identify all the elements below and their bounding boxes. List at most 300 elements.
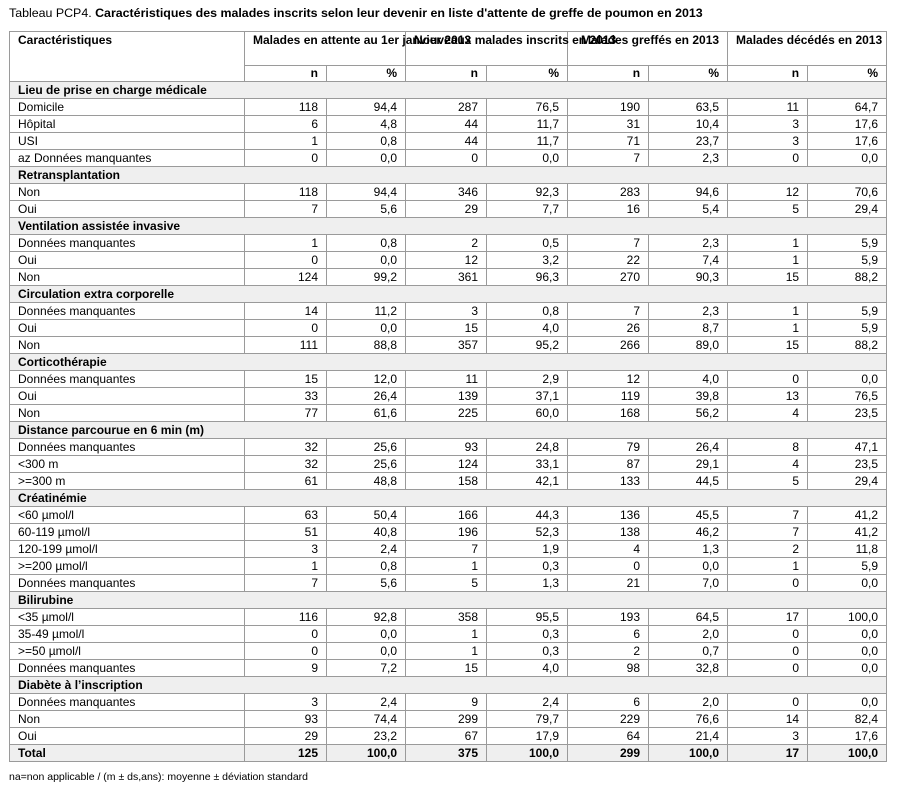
cell-n: 0 [728, 371, 808, 388]
cell-n: 21 [568, 575, 649, 592]
cell-n: 0 [245, 252, 327, 269]
row-label: Oui [10, 320, 245, 337]
cell-n: 0 [728, 150, 808, 167]
header-sub-n: n [568, 66, 649, 82]
table-row [10, 235, 887, 252]
cell-n: 190 [568, 99, 649, 116]
cell-n: 1 [245, 133, 327, 150]
cell-pct: 95,5 [487, 609, 568, 626]
cell-pct: 26,4 [649, 439, 728, 456]
cell-pct: 0,0 [327, 626, 406, 643]
cell-n: 0 [406, 150, 487, 167]
row-label: <60 µmol/l [10, 507, 245, 524]
section-title: Lieu de prise en charge médicale [10, 82, 887, 99]
cell-pct: 4,0 [487, 660, 568, 677]
cell-n: 9 [245, 660, 327, 677]
cell-n: 15 [728, 337, 808, 354]
cell-n: 0 [728, 694, 808, 711]
cell-n: 358 [406, 609, 487, 626]
cell-pct: 94,4 [327, 99, 406, 116]
section-title: Bilirubine [10, 592, 887, 609]
cell-n: 0 [568, 558, 649, 575]
row-label: Oui [10, 388, 245, 405]
cell-pct: 0,3 [487, 643, 568, 660]
table-row [10, 711, 887, 728]
cell-pct: 23,7 [649, 133, 728, 150]
cell-n: 7 [568, 303, 649, 320]
cell-pct: 0,0 [649, 558, 728, 575]
cell-pct: 2,4 [327, 694, 406, 711]
cell-pct: 2,3 [649, 303, 728, 320]
table-row [10, 694, 887, 711]
cell-n: 11 [728, 99, 808, 116]
cell-n: 32 [245, 456, 327, 473]
cell-n: 44 [406, 133, 487, 150]
row-label: Données manquantes [10, 694, 245, 711]
cell-n: 4 [728, 456, 808, 473]
cell-n: 138 [568, 524, 649, 541]
section-header-row [10, 286, 887, 303]
cell-pct: 92,8 [327, 609, 406, 626]
table-row [10, 303, 887, 320]
row-label: Oui [10, 252, 245, 269]
cell-n: 7 [245, 201, 327, 218]
cell-pct: 42,1 [487, 473, 568, 490]
cell-pct: 88,2 [808, 337, 887, 354]
cell-n: 225 [406, 405, 487, 422]
cell-n: 1 [728, 303, 808, 320]
section-title: Corticothérapie [10, 354, 887, 371]
cell-pct: 17,6 [808, 116, 887, 133]
header-group-deceased: Malades décédés en 2013 [728, 32, 887, 66]
cell-n: 0 [245, 643, 327, 660]
cell-n: 0 [245, 150, 327, 167]
section-header-row [10, 592, 887, 609]
cell-pct: 45,5 [649, 507, 728, 524]
cell-pct: 100,0 [808, 609, 887, 626]
cell-n: 6 [568, 626, 649, 643]
cell-n: 61 [245, 473, 327, 490]
caption-title: Caractéristiques des malades inscrits selon leur devenir en liste d'attente de greffe de poumon en 2013 [95, 6, 703, 20]
cell-n: 270 [568, 269, 649, 286]
header-sub-pct: % [327, 66, 406, 82]
total-n: 125 [245, 745, 327, 762]
cell-pct: 7,2 [327, 660, 406, 677]
row-label: Non [10, 711, 245, 728]
cell-pct: 82,4 [808, 711, 887, 728]
cell-pct: 5,6 [327, 201, 406, 218]
cell-n: 0 [728, 626, 808, 643]
cell-pct: 0,0 [327, 150, 406, 167]
cell-n: 229 [568, 711, 649, 728]
cell-pct: 11,8 [808, 541, 887, 558]
table-row [10, 541, 887, 558]
cell-n: 93 [245, 711, 327, 728]
cell-n: 7 [568, 235, 649, 252]
header-sub-pct: % [649, 66, 728, 82]
cell-pct: 47,1 [808, 439, 887, 456]
cell-n: 0 [728, 660, 808, 677]
header-group-transplanted: Malades greffés en 2013 [568, 32, 728, 66]
cell-pct: 2,0 [649, 694, 728, 711]
row-label: <35 µmol/l [10, 609, 245, 626]
table-row [10, 728, 887, 745]
table-row [10, 609, 887, 626]
cell-pct: 0,8 [327, 133, 406, 150]
cell-pct: 29,4 [808, 201, 887, 218]
cell-pct: 76,5 [808, 388, 887, 405]
cell-pct: 17,6 [808, 728, 887, 745]
row-label: >=50 µmol/l [10, 643, 245, 660]
cell-pct: 88,2 [808, 269, 887, 286]
cell-pct: 11,2 [327, 303, 406, 320]
table-row [10, 507, 887, 524]
cell-n: 33 [245, 388, 327, 405]
cell-pct: 2,4 [487, 694, 568, 711]
cell-n: 26 [568, 320, 649, 337]
header-group-new: Nouveaux malades inscrits en 2013 [406, 32, 568, 66]
total-n: 17 [728, 745, 808, 762]
table-row [10, 371, 887, 388]
cell-n: 12 [728, 184, 808, 201]
cell-n: 13 [728, 388, 808, 405]
cell-pct: 0,0 [327, 320, 406, 337]
cell-n: 1 [728, 320, 808, 337]
cell-n: 1 [728, 558, 808, 575]
row-label: Données manquantes [10, 439, 245, 456]
cell-pct: 79,7 [487, 711, 568, 728]
cell-n: 15 [406, 660, 487, 677]
cell-pct: 4,8 [327, 116, 406, 133]
section-title: Créatinémie [10, 490, 887, 507]
cell-pct: 0,3 [487, 626, 568, 643]
cell-n: 158 [406, 473, 487, 490]
table-row [10, 456, 887, 473]
cell-pct: 76,5 [487, 99, 568, 116]
row-label: Domicile [10, 99, 245, 116]
cell-n: 15 [406, 320, 487, 337]
cell-pct: 17,6 [808, 133, 887, 150]
cell-pct: 4,0 [487, 320, 568, 337]
cell-pct: 0,8 [487, 303, 568, 320]
table-row [10, 252, 887, 269]
cell-n: 7 [728, 507, 808, 524]
row-label: 60-119 µmol/l [10, 524, 245, 541]
header-sub-pct: % [808, 66, 887, 82]
cell-pct: 7,4 [649, 252, 728, 269]
cell-n: 77 [245, 405, 327, 422]
cell-n: 93 [406, 439, 487, 456]
table-row [10, 320, 887, 337]
section-title: Circulation extra corporelle [10, 286, 887, 303]
cell-pct: 41,2 [808, 507, 887, 524]
row-label: Données manquantes [10, 303, 245, 320]
cell-n: 8 [728, 439, 808, 456]
cell-n: 124 [406, 456, 487, 473]
header-group-waiting: Malades en attente au 1er janvier 2013 [245, 32, 406, 66]
cell-pct: 2,4 [327, 541, 406, 558]
table-row [10, 337, 887, 354]
cell-n: 7 [728, 524, 808, 541]
cell-pct: 2,3 [649, 150, 728, 167]
cell-pct: 5,6 [327, 575, 406, 592]
cell-n: 283 [568, 184, 649, 201]
header-sub-pct: % [487, 66, 568, 82]
cell-pct: 12,0 [327, 371, 406, 388]
cell-pct: 37,1 [487, 388, 568, 405]
cell-pct: 0,5 [487, 235, 568, 252]
cell-pct: 23,5 [808, 405, 887, 422]
cell-n: 14 [245, 303, 327, 320]
row-label: Non [10, 184, 245, 201]
row-label: Non [10, 405, 245, 422]
cell-n: 133 [568, 473, 649, 490]
cell-n: 3 [728, 728, 808, 745]
cell-pct: 92,3 [487, 184, 568, 201]
cell-n: 266 [568, 337, 649, 354]
section-header-row [10, 82, 887, 99]
cell-n: 79 [568, 439, 649, 456]
table-row [10, 201, 887, 218]
cell-n: 193 [568, 609, 649, 626]
cell-pct: 0,0 [808, 694, 887, 711]
cell-pct: 46,2 [649, 524, 728, 541]
table-row [10, 626, 887, 643]
table-row [10, 116, 887, 133]
cell-pct: 7,0 [649, 575, 728, 592]
cell-pct: 52,3 [487, 524, 568, 541]
cell-n: 116 [245, 609, 327, 626]
cell-n: 6 [568, 694, 649, 711]
cell-pct: 3,2 [487, 252, 568, 269]
section-header-row [10, 167, 887, 184]
row-label: Non [10, 269, 245, 286]
cell-n: 1 [406, 643, 487, 660]
cell-n: 7 [568, 150, 649, 167]
cell-n: 357 [406, 337, 487, 354]
cell-n: 12 [406, 252, 487, 269]
header-sub-n: n [245, 66, 327, 82]
cell-pct: 7,7 [487, 201, 568, 218]
characteristics-table [9, 31, 887, 762]
cell-pct: 4,0 [649, 371, 728, 388]
cell-n: 0 [728, 643, 808, 660]
cell-n: 3 [728, 116, 808, 133]
cell-pct: 89,0 [649, 337, 728, 354]
cell-pct: 0,0 [327, 643, 406, 660]
cell-n: 6 [245, 116, 327, 133]
cell-pct: 24,8 [487, 439, 568, 456]
cell-pct: 40,8 [327, 524, 406, 541]
cell-n: 0 [245, 626, 327, 643]
cell-pct: 60,0 [487, 405, 568, 422]
cell-pct: 21,4 [649, 728, 728, 745]
cell-pct: 44,3 [487, 507, 568, 524]
cell-pct: 64,7 [808, 99, 887, 116]
cell-pct: 94,4 [327, 184, 406, 201]
cell-n: 31 [568, 116, 649, 133]
cell-n: 4 [728, 405, 808, 422]
cell-pct: 88,8 [327, 337, 406, 354]
table-row [10, 99, 887, 116]
footnote: na=non applicable / (m ± ds,ans): moyenne ± déviation standard [9, 771, 308, 783]
cell-pct: 5,4 [649, 201, 728, 218]
cell-pct: 11,7 [487, 116, 568, 133]
cell-n: 15 [245, 371, 327, 388]
cell-n: 67 [406, 728, 487, 745]
cell-n: 1 [728, 235, 808, 252]
cell-n: 15 [728, 269, 808, 286]
cell-pct: 70,6 [808, 184, 887, 201]
cell-pct: 94,6 [649, 184, 728, 201]
cell-n: 98 [568, 660, 649, 677]
cell-pct: 76,6 [649, 711, 728, 728]
cell-n: 51 [245, 524, 327, 541]
table-row [10, 184, 887, 201]
section-title: Distance parcourue en 6 min (m) [10, 422, 887, 439]
table-row [10, 524, 887, 541]
cell-n: 14 [728, 711, 808, 728]
cell-pct: 0,0 [808, 371, 887, 388]
cell-n: 12 [568, 371, 649, 388]
row-label: 35-49 µmol/l [10, 626, 245, 643]
table-row [10, 575, 887, 592]
cell-pct: 5,9 [808, 252, 887, 269]
cell-pct: 63,5 [649, 99, 728, 116]
total-n: 375 [406, 745, 487, 762]
cell-n: 124 [245, 269, 327, 286]
cell-n: 118 [245, 184, 327, 201]
cell-n: 3 [728, 133, 808, 150]
row-label: az Données manquantes [10, 150, 245, 167]
cell-n: 11 [406, 371, 487, 388]
cell-pct: 29,4 [808, 473, 887, 490]
cell-pct: 0,0 [808, 626, 887, 643]
cell-pct: 1,3 [487, 575, 568, 592]
cell-pct: 61,6 [327, 405, 406, 422]
cell-n: 44 [406, 116, 487, 133]
section-header-row [10, 354, 887, 371]
cell-n: 3 [245, 541, 327, 558]
cell-pct: 48,8 [327, 473, 406, 490]
cell-n: 196 [406, 524, 487, 541]
cell-n: 22 [568, 252, 649, 269]
cell-pct: 10,4 [649, 116, 728, 133]
cell-pct: 41,2 [808, 524, 887, 541]
cell-pct: 2,3 [649, 235, 728, 252]
cell-n: 29 [245, 728, 327, 745]
table-body [10, 82, 887, 762]
table-row [10, 133, 887, 150]
cell-n: 9 [406, 694, 487, 711]
cell-n: 5 [728, 473, 808, 490]
cell-pct: 0,0 [808, 575, 887, 592]
row-label: >=200 µmol/l [10, 558, 245, 575]
section-header-row [10, 677, 887, 694]
cell-n: 166 [406, 507, 487, 524]
cell-n: 139 [406, 388, 487, 405]
table-row [10, 558, 887, 575]
header-characteristics: Caractéristiques [10, 32, 245, 82]
cell-n: 7 [406, 541, 487, 558]
cell-pct: 74,4 [327, 711, 406, 728]
total-pct: 100,0 [327, 745, 406, 762]
cell-n: 168 [568, 405, 649, 422]
row-label: Non [10, 337, 245, 354]
cell-pct: 1,9 [487, 541, 568, 558]
cell-n: 2 [568, 643, 649, 660]
cell-n: 0 [245, 320, 327, 337]
row-label: Oui [10, 201, 245, 218]
cell-pct: 0,0 [487, 150, 568, 167]
cell-pct: 2,9 [487, 371, 568, 388]
total-pct: 100,0 [808, 745, 887, 762]
cell-pct: 33,1 [487, 456, 568, 473]
cell-pct: 32,8 [649, 660, 728, 677]
cell-n: 361 [406, 269, 487, 286]
cell-pct: 50,4 [327, 507, 406, 524]
cell-n: 4 [568, 541, 649, 558]
row-label: <300 m [10, 456, 245, 473]
cell-pct: 5,9 [808, 235, 887, 252]
row-label: Oui [10, 728, 245, 745]
cell-pct: 29,1 [649, 456, 728, 473]
cell-n: 63 [245, 507, 327, 524]
cell-n: 2 [728, 541, 808, 558]
cell-pct: 17,9 [487, 728, 568, 745]
cell-pct: 8,7 [649, 320, 728, 337]
cell-n: 1 [245, 558, 327, 575]
section-title: Retransplantation [10, 167, 887, 184]
cell-pct: 95,2 [487, 337, 568, 354]
cell-n: 2 [406, 235, 487, 252]
row-label: Données manquantes [10, 660, 245, 677]
cell-pct: 25,6 [327, 456, 406, 473]
row-label: USI [10, 133, 245, 150]
cell-pct: 90,3 [649, 269, 728, 286]
row-label: 120-199 µmol/l [10, 541, 245, 558]
cell-n: 136 [568, 507, 649, 524]
cell-n: 3 [245, 694, 327, 711]
section-header-row [10, 218, 887, 235]
cell-n: 111 [245, 337, 327, 354]
row-label: >=300 m [10, 473, 245, 490]
cell-pct: 0,7 [649, 643, 728, 660]
cell-pct: 44,5 [649, 473, 728, 490]
cell-n: 1 [728, 252, 808, 269]
cell-n: 5 [406, 575, 487, 592]
table-caption [9, 5, 703, 21]
cell-n: 32 [245, 439, 327, 456]
cell-n: 71 [568, 133, 649, 150]
table-row [10, 405, 887, 422]
section-title: Ventilation assistée invasive [10, 218, 887, 235]
cell-pct: 5,9 [808, 558, 887, 575]
table-row [10, 388, 887, 405]
total-row [10, 745, 887, 762]
cell-n: 1 [406, 558, 487, 575]
cell-pct: 64,5 [649, 609, 728, 626]
cell-n: 1 [245, 235, 327, 252]
cell-pct: 1,3 [649, 541, 728, 558]
cell-pct: 25,6 [327, 439, 406, 456]
table-row [10, 269, 887, 286]
table-row [10, 473, 887, 490]
cell-pct: 39,8 [649, 388, 728, 405]
row-label: Données manquantes [10, 575, 245, 592]
cell-pct: 0,8 [327, 558, 406, 575]
section-header-row [10, 490, 887, 507]
